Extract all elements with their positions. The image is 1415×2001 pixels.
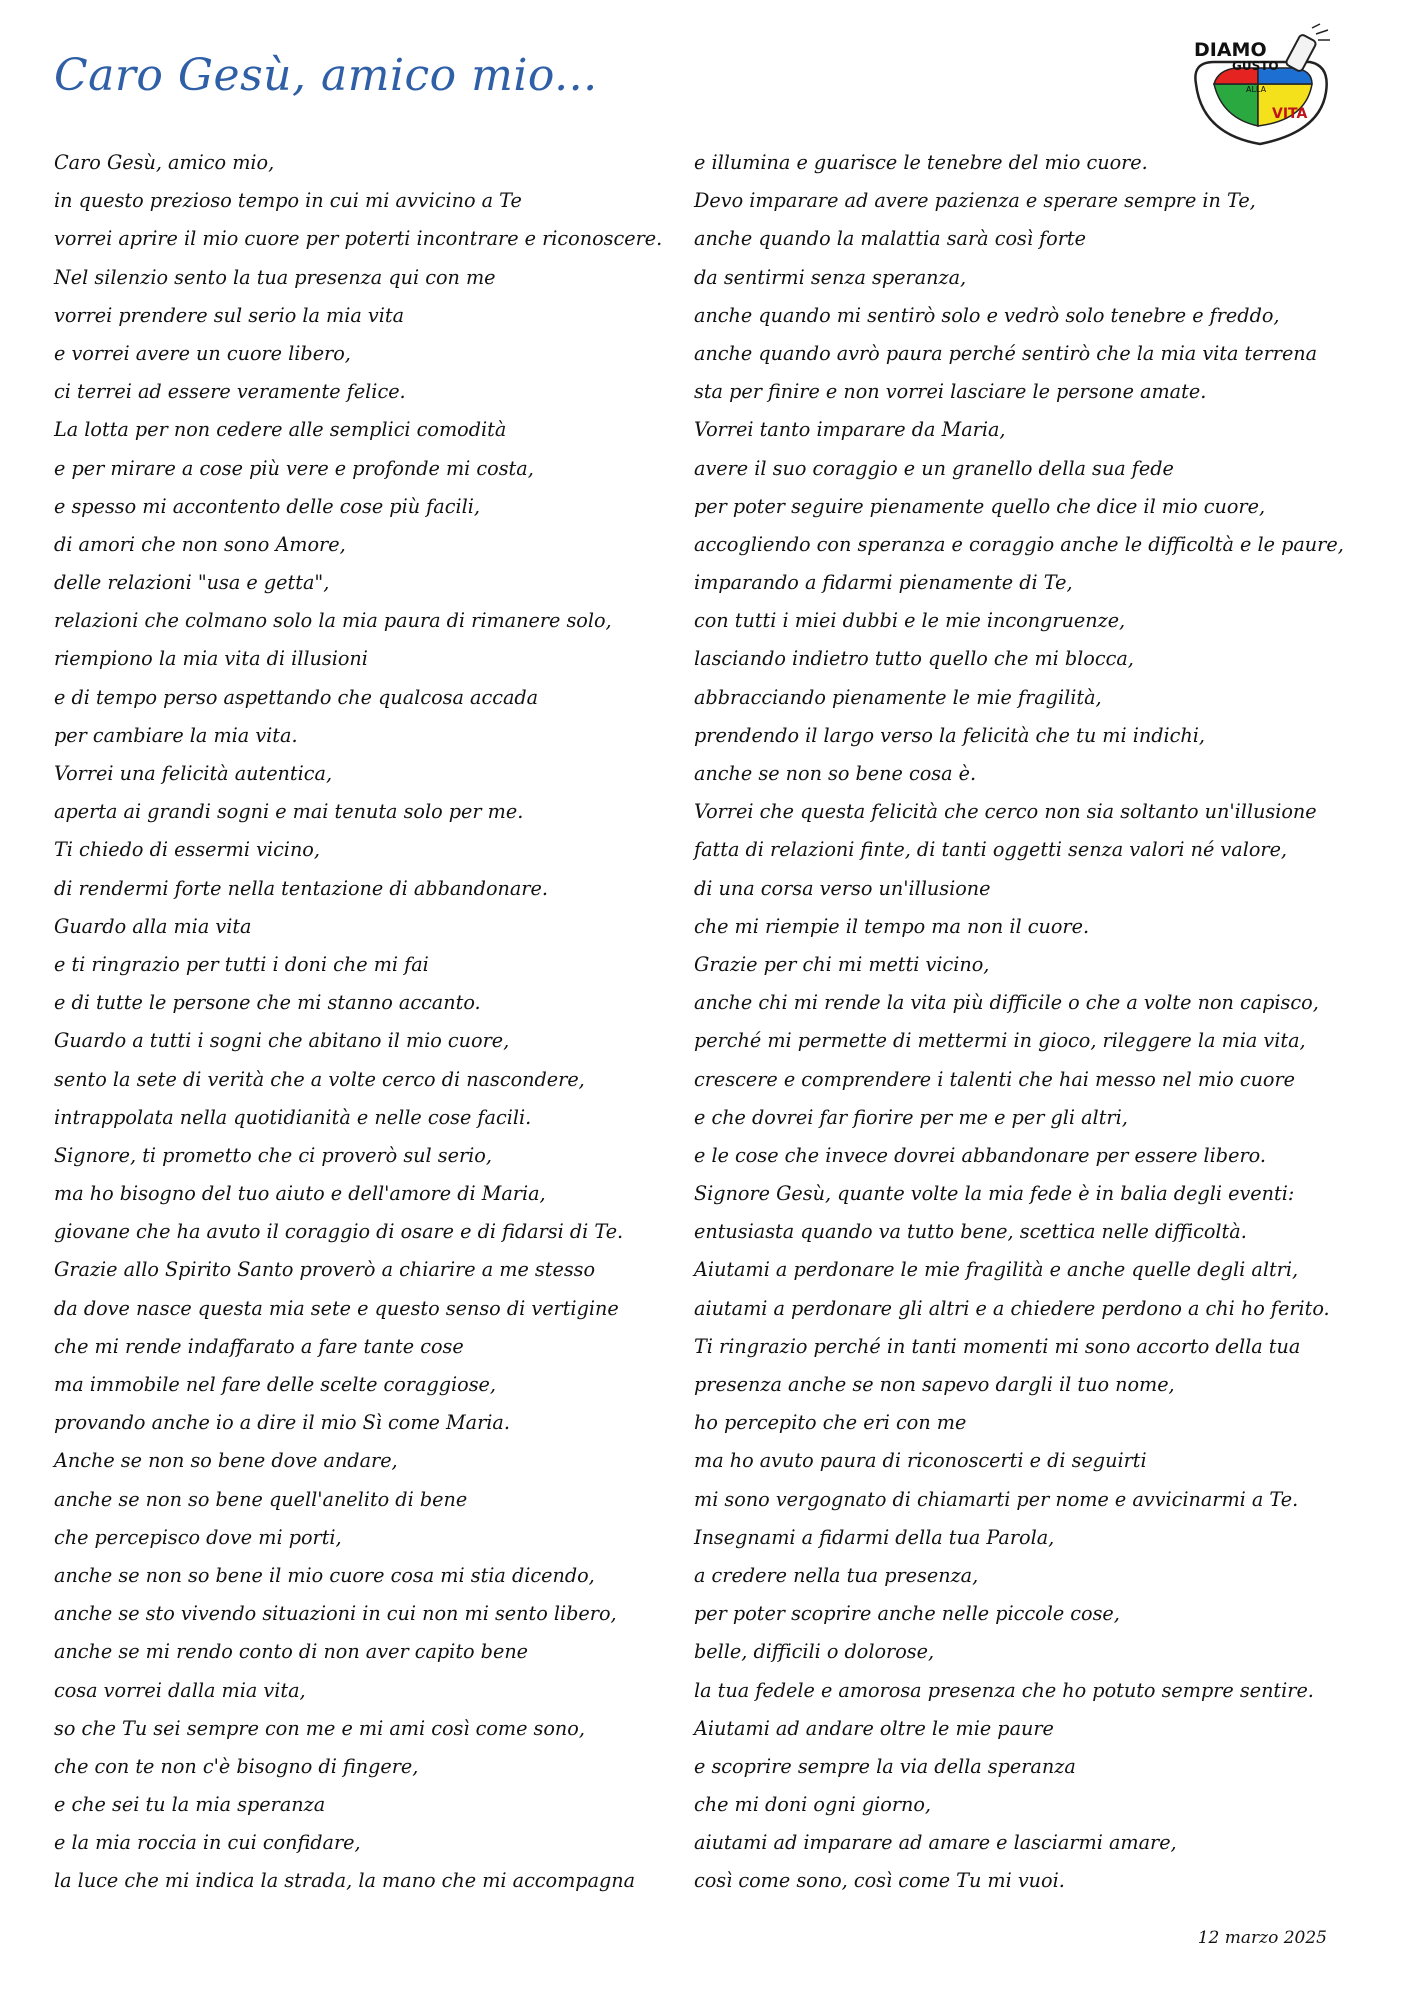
text-line: la tua fedele e amorosa presenza che ho potuto sempre sentire. — [694, 1678, 1314, 1702]
text-line: e illumina e guarisce le tenebre del mio cuore. — [694, 151, 1148, 174]
text-line: da sentirmi senza speranza, — [694, 265, 967, 289]
text-line: belle, difficili o dolorose, — [694, 1640, 935, 1664]
svg-text:VITA: VITA — [1272, 106, 1308, 122]
text-line: di rendermi forte nella tentazione di abbandonare. — [54, 876, 548, 900]
text-line: di amori che non sono Amore, — [54, 532, 346, 556]
text-line: Nel silenzio sento la tua presenza qui con me — [54, 265, 496, 289]
text-line: anche quando la malattia sarà così forte — [694, 227, 1086, 251]
svg-text:ALLA: ALLA — [1246, 85, 1267, 94]
text-line: mi sono vergognato di chiamarti per nome e avvicinarmi a Te. — [694, 1487, 1299, 1511]
text-line: anche se mi rendo conto di non aver capito bene — [54, 1640, 529, 1664]
text-line: Aiutami ad andare oltre le mie paure — [694, 1716, 1054, 1740]
text-line: così come sono, così come Tu mi vuoi. — [694, 1869, 1065, 1893]
text-line: Guardo a tutti i sogni che abitano il mio cuore, — [54, 1029, 510, 1053]
text-line: e la mia roccia in cui confidare, — [54, 1831, 361, 1855]
svg-text:DIAMO: DIAMO — [1194, 39, 1267, 61]
text-column-right — [694, 144, 1394, 1901]
text-line: che percepisco dove mi porti, — [54, 1525, 342, 1549]
text-line: per cambiare la mia vita. — [54, 723, 298, 747]
text-line: e vorrei avere un cuore libero, — [54, 341, 351, 365]
text-line: anche se non so bene quell'anelito di bene — [54, 1487, 468, 1511]
text-line: con tutti i miei dubbi e le mie incongruenze, — [694, 609, 1126, 633]
text-line: imparando a fidarmi pienamente di Te, — [694, 571, 1073, 595]
text-line: Vorrei che questa felicità che cerco non sia soltanto un'illusione — [694, 800, 1317, 824]
text-line: prendendo il largo verso la felicità che tu mi indichi, — [694, 723, 1205, 747]
text-line: avere il suo coraggio e un granello della sua fede — [694, 456, 1174, 480]
text-line: anche quando mi sentirò solo e vedrò solo tenebre e freddo, — [694, 303, 1280, 327]
text-line: anche se non so bene il mio cuore cosa mi stia dicendo, — [54, 1563, 595, 1587]
text-line: presenza anche se non sapevo dargli il tuo nome, — [694, 1373, 1175, 1396]
text-line: la luce che mi indica la strada, la mano che mi accompagna — [54, 1869, 636, 1893]
text-line: e le cose che invece dovrei abbandonare per essere libero. — [694, 1143, 1266, 1167]
footer-date: 12 marzo 2025 — [1197, 1928, 1327, 1948]
text-line: e di tutte le persone che mi stanno accanto. — [54, 991, 481, 1015]
text-line: e per mirare a cose più vere e profonde mi costa, — [54, 456, 534, 480]
text-line: in questo prezioso tempo in cui mi avvicino a Te — [54, 189, 522, 213]
text-line: Ti chiedo di essermi vicino, — [54, 838, 320, 862]
text-line: anche chi mi rende la vita più difficile o che a volte non capisco, — [694, 991, 1319, 1015]
text-line: sta per finire e non vorrei lasciare le persone amate. — [694, 380, 1207, 404]
text-line: sento la sete di verità che a volte cerco di nascondere, — [54, 1067, 585, 1091]
text-line: lasciando indietro tutto quello che mi blocca, — [694, 647, 1134, 671]
text-line: e che sei tu la mia speranza — [54, 1793, 326, 1817]
text-line: aiutami a perdonare gli altri e a chiedere perdono a chi ho ferito. — [694, 1296, 1330, 1320]
text-line: ma immobile nel fare delle scelte coraggiose, — [54, 1373, 497, 1396]
text-line: giovane che ha avuto il coraggio di osare e di fidarsi di Te. — [54, 1220, 624, 1244]
text-line: Vorrei tanto imparare da Maria, — [694, 418, 1006, 442]
text-line: Guardo alla mia vita — [54, 914, 252, 938]
text-line: che mi riempie il tempo ma non il cuore. — [694, 914, 1090, 938]
text-line: provando anche io a dire il mio Sì come Maria. — [54, 1411, 510, 1435]
text-line: anche se sto vivendo situazioni in cui non mi sento libero, — [54, 1602, 617, 1626]
text-line: per poter seguire pienamente quello che dice il mio cuore, — [694, 494, 1266, 518]
text-line: delle relazioni "usa e getta", — [54, 571, 330, 595]
text-line: riempiono la mia vita di illusioni — [54, 647, 368, 671]
text-line: Grazie allo Spirito Santo proverò a chiarire a me stesso — [54, 1258, 596, 1282]
text-line: Vorrei una felicità autentica, — [54, 762, 333, 785]
text-line: aiutami ad imparare ad amare e lasciarmi amare, — [694, 1831, 1177, 1855]
text-column-left — [54, 144, 684, 1901]
text-line: La lotta per non cedere alle semplici comodità — [54, 418, 507, 442]
text-line: Insegnami a fidarmi della tua Parola, — [694, 1525, 1055, 1549]
text-line: crescere e comprendere i talenti che hai messo nel mio cuore — [694, 1067, 1296, 1091]
text-line: di una corsa verso un'illusione — [694, 876, 991, 900]
svg-text:GUSTO: GUSTO — [1232, 59, 1279, 73]
text-line: Caro Gesù, amico mio, — [54, 151, 275, 174]
text-line: Signore, ti prometto che ci proverò sul serio, — [54, 1143, 492, 1167]
text-line: fatta di relazioni finte, di tanti oggetti senza valori né valore, — [694, 838, 1288, 862]
text-line: ma ho bisogno del tuo aiuto e dell'amore di Maria, — [54, 1182, 546, 1206]
text-line: e ti ringrazio per tutti i doni che mi fai — [54, 952, 429, 976]
text-line: vorrei prendere sul serio la mia vita — [54, 303, 405, 327]
text-line: a credere nella tua presenza, — [694, 1563, 979, 1587]
text-line: Devo imparare ad avere pazienza e sperare sempre in Te, — [694, 189, 1256, 213]
text-line: cosa vorrei dalla mia vita, — [54, 1678, 306, 1702]
text-line: ci terrei ad essere veramente felice. — [54, 380, 406, 404]
text-line: da dove nasce questa mia sete e questo senso di vertigine — [54, 1296, 619, 1320]
text-line: relazioni che colmano solo la mia paura di rimanere solo, — [54, 609, 612, 633]
text-line: accogliendo con speranza e coraggio anche le difficoltà e le paure, — [694, 532, 1344, 556]
text-line: vorrei aprire il mio cuore per poterti incontrare e riconoscere. — [54, 227, 663, 251]
text-line: per poter scoprire anche nelle piccole cose, — [694, 1602, 1120, 1626]
text-line: ma ho avuto paura di riconoscerti e di seguirti — [694, 1449, 1147, 1473]
text-line: che mi doni ogni giorno, — [694, 1793, 931, 1817]
text-line: so che Tu sei sempre con me e mi ami così come sono, — [54, 1716, 585, 1740]
text-line: Signore Gesù, quante volte la mia fede è in balia degli eventi: — [694, 1182, 1295, 1206]
text-line: perché mi permette di mettermi in gioco, rileggere la mia vita, — [694, 1029, 1306, 1053]
text-line: Grazie per chi mi metti vicino, — [694, 952, 990, 976]
text-line: e di tempo perso aspettando che qualcosa accada — [54, 685, 539, 709]
text-line: e spesso mi accontento delle cose più facili, — [54, 494, 480, 518]
text-line: Ti ringrazio perché in tanti momenti mi sono accorto della tua — [694, 1334, 1301, 1358]
page-title: Caro Gesù, amico mio... — [54, 50, 598, 101]
text-line: Aiutami a perdonare le mie fragilità e anche quelle degli altri, — [694, 1258, 1299, 1282]
text-line: anche se non so bene cosa è. — [694, 762, 977, 785]
text-line: aperta ai grandi sogni e mai tenuta solo per me. — [54, 800, 524, 824]
text-line: Anche se non so bene dove andare, — [54, 1449, 398, 1473]
text-line: e scoprire sempre la via della speranza — [694, 1754, 1076, 1778]
text-line: e che dovrei far fiorire per me e per gli altri, — [694, 1105, 1128, 1129]
diamo-gusto-alla-vita-logo — [1188, 22, 1336, 150]
text-line: ho percepito che eri con me — [694, 1411, 967, 1435]
text-line: anche quando avrò paura perché sentirò che la mia vita terrena — [694, 341, 1318, 365]
text-line: entusiasta quando va tutto bene, scettica nelle difficoltà. — [694, 1220, 1247, 1244]
text-line: che mi rende indaffarato a fare tante cose — [54, 1334, 464, 1358]
text-line: intrappolata nella quotidianità e nelle cose facili. — [54, 1105, 532, 1129]
text-line: che con te non c'è bisogno di fingere, — [54, 1754, 419, 1778]
text-line: abbracciando pienamente le mie fragilità, — [694, 685, 1102, 709]
